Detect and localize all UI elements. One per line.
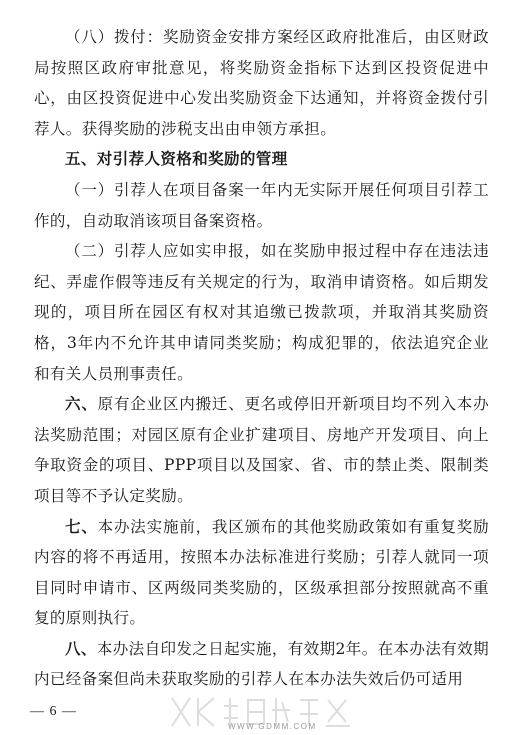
paragraph-text: （一）引荐人在项目备案一年内无实际开展任何项目引荐工作的，自动取消该项目备案资格。 bbox=[34, 180, 489, 230]
paragraph-section-eight bbox=[34, 634, 489, 695]
paragraph-text: 本办法实施前，我区颁布的其他奖励政策如有重复奖励内容的将不再适用，按照本办法标准进行奖励；引荐人就同一项目同时申请市、区两级同类奖励的，区级承担部分按照就高不重复的原则执行。 bbox=[34, 517, 489, 628]
section-number: 七、 bbox=[65, 516, 98, 536]
section-heading-management bbox=[34, 144, 489, 175]
paragraph-text: （二）引荐人应如实申报，如在奖励申报过程中存在违法违纪、弄虚作假等违反有关规定的行为，取消申请资格。如后期发现的，项目所在园区有权对其追缴已拨款项，并取消其奖励资格，3年内不允许其申请同类奖励；构成犯罪的，依法追究企业和有关人员刑事责任。 bbox=[34, 242, 489, 383]
watermark-url: WWW.GDMM.COM bbox=[228, 722, 317, 731]
paragraph-section-seven bbox=[34, 512, 489, 634]
page-number: — 6 — bbox=[30, 704, 77, 719]
section-number: 八、 bbox=[65, 638, 97, 658]
paragraph-section-six bbox=[34, 389, 489, 511]
paragraph-text: （八）拨付：奖励资金安排方案经区政府批准后，由区财政局按照区政府审批意见，将奖励资金指标下达到区投资促进中心，由区投资促进中心发出奖励资金下达通知，并将资金拨付引荐人。获得奖励的涉税支出由申领方承担。 bbox=[34, 28, 489, 138]
paragraph-text: 原有企业区内搬迁、更名或停旧开新项目均不列入本办法奖励范围；对园区原有企业扩建项目、房地产开发项目、向上争取资金的项目、PPP项目以及国家、省、市的禁止类、限制类项目等不予认定奖励。 bbox=[34, 395, 489, 505]
section-number: 六、 bbox=[65, 394, 98, 414]
heading-text: 五、对引荐人资格和奖励的管理 bbox=[65, 149, 288, 169]
paragraph-text: 本办法自印发之日起实施，有效期2年。在本办法有效期内已经备案但尚未获取奖励的引荐人在本办法失效后仍可适用 bbox=[34, 639, 489, 689]
document-body bbox=[34, 22, 489, 695]
paragraph-cancel-filing bbox=[34, 175, 489, 236]
paragraph-disbursement bbox=[34, 22, 489, 144]
paragraph-truthful-declaration bbox=[34, 236, 489, 389]
